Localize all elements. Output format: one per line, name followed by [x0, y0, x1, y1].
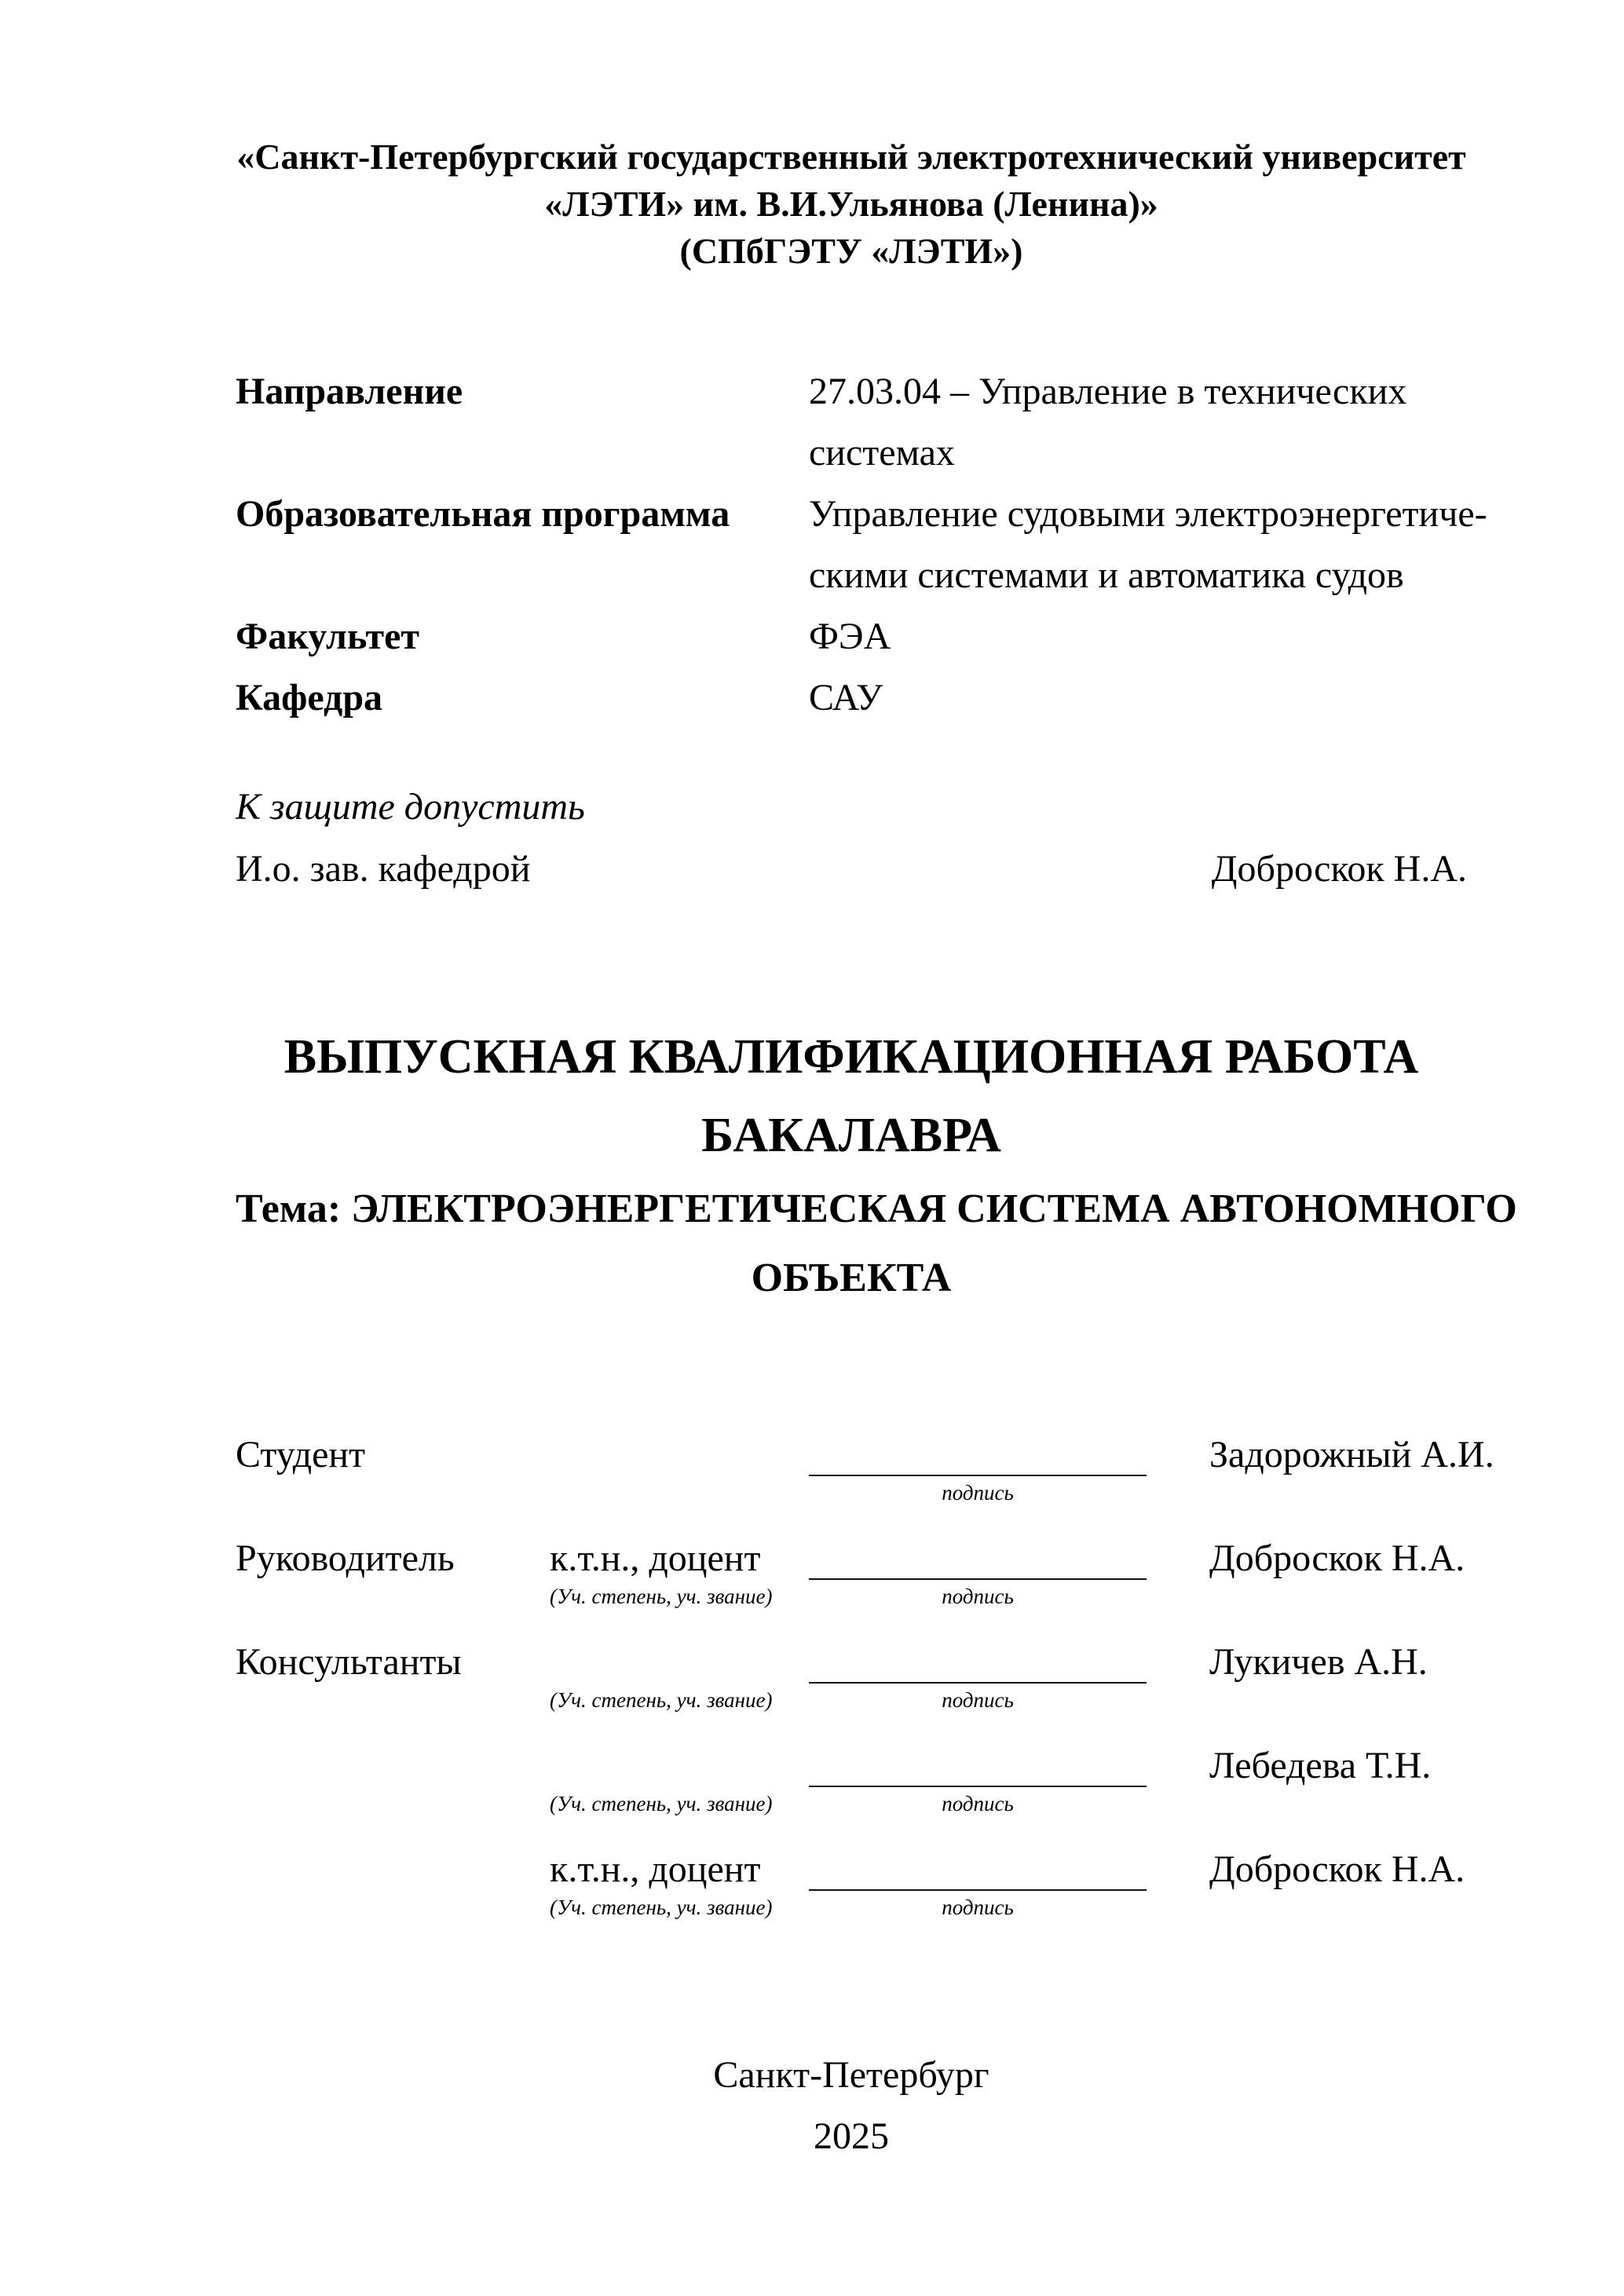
signature-line-wrap [809, 1638, 1147, 1684]
field-row-direction [236, 361, 1467, 484]
signature-row-consultant-3 [236, 1845, 1467, 1935]
admission-block [236, 776, 1467, 900]
thesis-theme-line2: ОБЪЕКТА [751, 1256, 952, 1300]
field-value-direction [809, 361, 1467, 484]
thesis-title [236, 1018, 1517, 1313]
signature-name: Лебедева Т.Н. [1209, 1745, 1432, 1786]
signature-degree [550, 1742, 809, 1787]
signature-line-wrap [809, 1534, 1147, 1580]
signature-row-student [236, 1431, 1494, 1520]
field-value-department [809, 667, 1467, 729]
signature-role [236, 1845, 550, 1891]
signature-line-cell [809, 1845, 1147, 1935]
signature-line-cell [809, 1742, 1147, 1831]
signature-name: Доброскок Н.А. [1209, 1848, 1465, 1890]
signature-line [809, 1844, 1147, 1891]
signature-name-spacer [1209, 1891, 1467, 1935]
university-header [236, 133, 1467, 275]
admission-approver-position: И.о. зав. кафедрой [236, 848, 531, 890]
signature-name-spacer [1209, 1684, 1467, 1727]
signature-role-spacer [236, 1684, 550, 1727]
signature-name-spacer [1209, 1787, 1467, 1831]
field-row-department [236, 667, 1467, 729]
signature-row-supervisor [236, 1534, 1467, 1624]
signature-caption: подпись [942, 1585, 1014, 1608]
field-value-program [809, 484, 1487, 606]
signature-line [809, 1533, 1147, 1580]
field-label-program: Образовательная программа [236, 493, 730, 535]
signature-line-wrap [809, 1845, 1147, 1891]
signature-table [236, 1431, 1494, 1935]
admission-permit-text: К защите допустить [236, 786, 585, 828]
field-row-faculty [236, 606, 1467, 667]
signature-role [236, 1742, 550, 1787]
signature-role-spacer [236, 1891, 550, 1935]
signature-degree-cell [550, 1845, 809, 1935]
field-label-faculty: Факультет [236, 616, 419, 657]
signature-degree-note: (Уч. степень, уч. звание) [550, 1896, 773, 1919]
signature-name-cell [1147, 1534, 1467, 1624]
signature-degree: к.т.н., доцент [550, 1537, 761, 1579]
signature-line [809, 1636, 1147, 1684]
signature-degree-cell [550, 1534, 809, 1624]
field-value-line: Управление судовыми электроэнергетиче- [809, 493, 1487, 535]
signature-name-cell [1147, 1845, 1467, 1935]
signature-degree-note [550, 1476, 809, 1520]
signature-role-cell [236, 1845, 550, 1935]
signature-line-cell [809, 1534, 1147, 1624]
signature-role-cell [236, 1534, 550, 1624]
university-name-line2: «ЛЭТИ» им. В.И.Ульянова (Ленина)» [544, 184, 1158, 224]
signature-degree: к.т.н., доцент [550, 1848, 761, 1890]
signature-row-consultant-2 [236, 1742, 1467, 1831]
signature-degree-note: (Уч. степень, уч. звание) [550, 1792, 773, 1815]
signature-name-spacer [1209, 1476, 1494, 1520]
field-value-line: САУ [809, 677, 883, 718]
signature-role-spacer [236, 1476, 550, 1520]
university-abbreviation: (СПбГЭТУ «ЛЭТИ») [679, 231, 1023, 271]
signature-degree [550, 1638, 809, 1684]
signature-line [809, 1740, 1147, 1787]
signature-line-wrap [809, 1431, 1147, 1476]
signature-line [809, 1429, 1147, 1476]
signature-degree [550, 1431, 809, 1476]
signature-line-cell [809, 1431, 1147, 1520]
signature-role-cell [236, 1638, 550, 1727]
signature-name-cell [1147, 1431, 1494, 1520]
signature-name: Лукичев А.Н. [1209, 1641, 1428, 1683]
signature-caption: подпись [942, 1792, 1014, 1815]
thesis-theme-line1: Тема: ЭЛЕКТРОЭНЕРГЕТИЧЕСКАЯ СИСТЕМА АВТОНОМНОГО [236, 1186, 1517, 1231]
signature-name-spacer [1209, 1580, 1467, 1624]
signature-role: Консультанты [236, 1641, 462, 1683]
signature-name: Задорожный А.И. [1209, 1434, 1494, 1475]
signature-degree-cell [550, 1638, 809, 1727]
field-label-department: Кафедра [236, 677, 383, 718]
field-value-line: 27.03.04 – Управление в технических [809, 371, 1407, 412]
page-footer [236, 2045, 1467, 2167]
footer-city: Санкт-Петербург [713, 2054, 989, 2096]
signature-name-cell [1147, 1638, 1467, 1727]
signature-line-cell [809, 1638, 1147, 1727]
signature-row-consultant-1 [236, 1638, 1467, 1727]
signature-role: Руководитель [236, 1537, 455, 1579]
program-fields [236, 361, 1487, 729]
field-value-line: скими системами и автоматика судов [809, 554, 1404, 596]
university-name-line1: «Санкт-Петербургский государственный электротехнический университет [236, 137, 1466, 177]
thesis-title-line1: ВЫПУСКНАЯ КВАЛИФИКАЦИОННАЯ РАБОТА [283, 1030, 1419, 1084]
signature-role-spacer [236, 1580, 550, 1624]
signature-caption: подпись [942, 1896, 1014, 1919]
signature-caption: подпись [942, 1688, 1014, 1712]
field-label-direction: Направление [236, 371, 463, 412]
signature-caption: подпись [942, 1481, 1014, 1504]
signature-degree-note: (Уч. степень, уч. звание) [550, 1585, 773, 1608]
field-row-program [236, 484, 1487, 606]
admission-approver-name: Доброскок Н.А. [1211, 848, 1467, 890]
signature-name-cell [1147, 1742, 1467, 1831]
signature-degree-note: (Уч. степень, уч. звание) [550, 1688, 773, 1712]
admission-approver-row [236, 838, 1467, 900]
signature-degree-cell [550, 1431, 809, 1520]
field-value-line: ФЭА [809, 616, 891, 657]
signature-degree-cell [550, 1742, 809, 1831]
signature-role-spacer [236, 1787, 550, 1831]
field-value-faculty [809, 606, 1467, 667]
footer-year: 2025 [814, 2115, 889, 2157]
thesis-title-line2: БАКАЛАВРА [701, 1109, 1001, 1162]
signature-role-cell [236, 1431, 550, 1520]
signature-role-cell [236, 1742, 550, 1831]
field-value-line: системах [809, 432, 955, 473]
signature-role: Студент [236, 1434, 366, 1475]
signature-line-wrap [809, 1742, 1147, 1787]
signature-name: Доброскок Н.А. [1209, 1537, 1465, 1579]
